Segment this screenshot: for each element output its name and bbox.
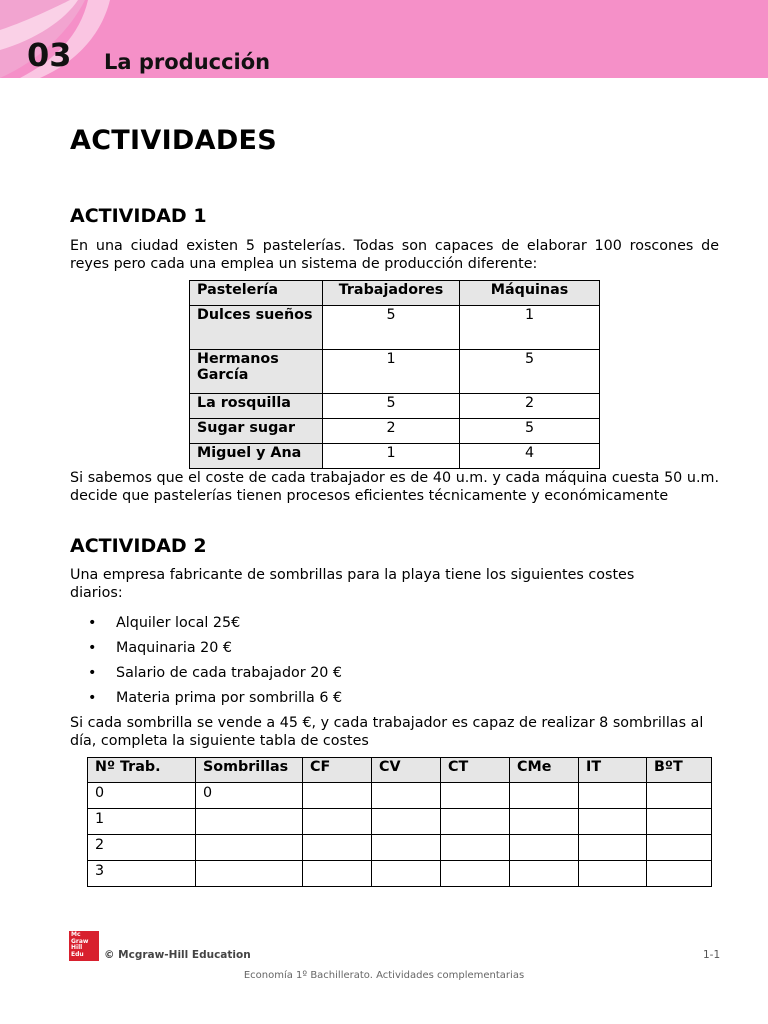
table-cell: 3 — [88, 861, 196, 887]
column-header: CV — [372, 758, 441, 783]
table-cell: 5 — [323, 394, 460, 419]
table-cell: Sugar sugar — [190, 419, 323, 444]
table-cell — [510, 861, 579, 887]
mcgraw-hill-logo-icon: Mc Graw Hill Edu — [69, 931, 99, 961]
table-cell — [372, 809, 441, 835]
table-cell — [647, 783, 712, 809]
page-title: ACTIVIDADES — [70, 125, 278, 156]
table-cell: Hermanos García — [190, 350, 323, 394]
bullet-icon: • — [88, 640, 97, 656]
table-cell — [372, 835, 441, 861]
footer-subtitle: Economía 1º Bachillerato. Actividades complementarias — [243, 970, 525, 981]
table-cell — [579, 809, 647, 835]
table-cell — [441, 835, 510, 861]
footer-copyright: © Mcgraw-Hill Education — [104, 949, 251, 961]
table-cell — [196, 835, 303, 861]
table-cell: 2 — [323, 419, 460, 444]
chapter-title: La producción — [104, 50, 271, 74]
activity-1-question: Si sabemos que el coste de cada trabajador es de 40 u.m. y cada máquina cuesta 50 u.m. decide que pastelerías tienen procesos eficientes técnicamente y económicamente — [70, 470, 719, 504]
table-cell — [510, 835, 579, 861]
table-cell: 1 — [323, 350, 460, 394]
table-row — [88, 861, 712, 887]
bakery-table — [189, 280, 600, 469]
activity-2-question: Si cada sombrilla se vende a 45 €, y cada trabajador es capaz de realizar 8 sombrillas al día, completa la siguiente tabla de costes — [70, 715, 704, 749]
footer-page-number: 1-1 — [703, 949, 721, 961]
table-row — [190, 444, 600, 469]
activity-1-heading: ACTIVIDAD 1 — [70, 205, 207, 227]
table-cell — [303, 783, 372, 809]
table-cell — [647, 835, 712, 861]
list-item: • Salario de cada trabajador 20 € — [88, 661, 342, 686]
table-cell — [647, 861, 712, 887]
cost-list — [88, 611, 342, 711]
table-row — [88, 835, 712, 861]
column-header: BºT — [647, 758, 712, 783]
table-row — [88, 809, 712, 835]
column-header: CF — [303, 758, 372, 783]
table-cell — [510, 809, 579, 835]
bullet-icon: • — [88, 690, 97, 706]
table-cell — [303, 835, 372, 861]
column-header: Nº Trab. — [88, 758, 196, 783]
table-cell: 5 — [460, 350, 600, 394]
table-header-row — [190, 281, 600, 306]
table-cell: 0 — [196, 783, 303, 809]
cost-table — [87, 757, 712, 887]
activity-2-intro: Una empresa fabricante de sombrillas para la playa tiene los siguientes costes diarios: — [70, 567, 635, 601]
table-cell — [441, 783, 510, 809]
table-cell — [579, 835, 647, 861]
chapter-number: 03 — [27, 36, 72, 74]
table-cell: La rosquilla — [190, 394, 323, 419]
column-header: Pastelería — [190, 281, 323, 306]
table-cell — [441, 861, 510, 887]
table-cell — [372, 783, 441, 809]
column-header: Trabajadores — [323, 281, 460, 306]
table-cell — [372, 861, 441, 887]
table-cell: 2 — [460, 394, 600, 419]
table-cell: 0 — [88, 783, 196, 809]
table-row — [190, 306, 600, 350]
column-header: IT — [579, 758, 647, 783]
table-cell: 4 — [460, 444, 600, 469]
table-cell: Dulces sueños — [190, 306, 323, 350]
table-row — [88, 783, 712, 809]
activity-1-intro: En una ciudad existen 5 pastelerías. Todas son capaces de elaborar 100 roscones de reyes pero cada una emplea un sistema de producción diferente: — [70, 238, 719, 272]
table-row — [190, 419, 600, 444]
column-header: CT — [441, 758, 510, 783]
table-cell: 5 — [460, 419, 600, 444]
bullet-icon: • — [88, 665, 97, 681]
table-header-row — [88, 758, 712, 783]
table-cell — [196, 861, 303, 887]
table-cell — [303, 809, 372, 835]
list-item: • Maquinaria 20 € — [88, 636, 342, 661]
table-cell — [510, 783, 579, 809]
table-cell: 1 — [88, 809, 196, 835]
table-cell — [303, 861, 372, 887]
table-cell: 5 — [323, 306, 460, 350]
table-cell — [196, 809, 303, 835]
table-row — [190, 394, 600, 419]
table-cell: Miguel y Ana — [190, 444, 323, 469]
table-cell — [579, 783, 647, 809]
table-cell: 1 — [323, 444, 460, 469]
activity-2-heading: ACTIVIDAD 2 — [70, 535, 207, 557]
table-cell — [579, 861, 647, 887]
column-header: CMe — [510, 758, 579, 783]
column-header: Máquinas — [460, 281, 600, 306]
table-row — [190, 350, 600, 394]
table-cell: 1 — [460, 306, 600, 350]
list-item: • Alquiler local 25€ — [88, 611, 342, 636]
table-cell — [441, 809, 510, 835]
chapter-header — [0, 0, 768, 78]
table-cell — [647, 809, 712, 835]
column-header: Sombrillas — [196, 758, 303, 783]
table-cell: 2 — [88, 835, 196, 861]
list-item: • Materia prima por sombrilla 6 € — [88, 686, 342, 711]
bullet-icon: • — [88, 615, 97, 631]
